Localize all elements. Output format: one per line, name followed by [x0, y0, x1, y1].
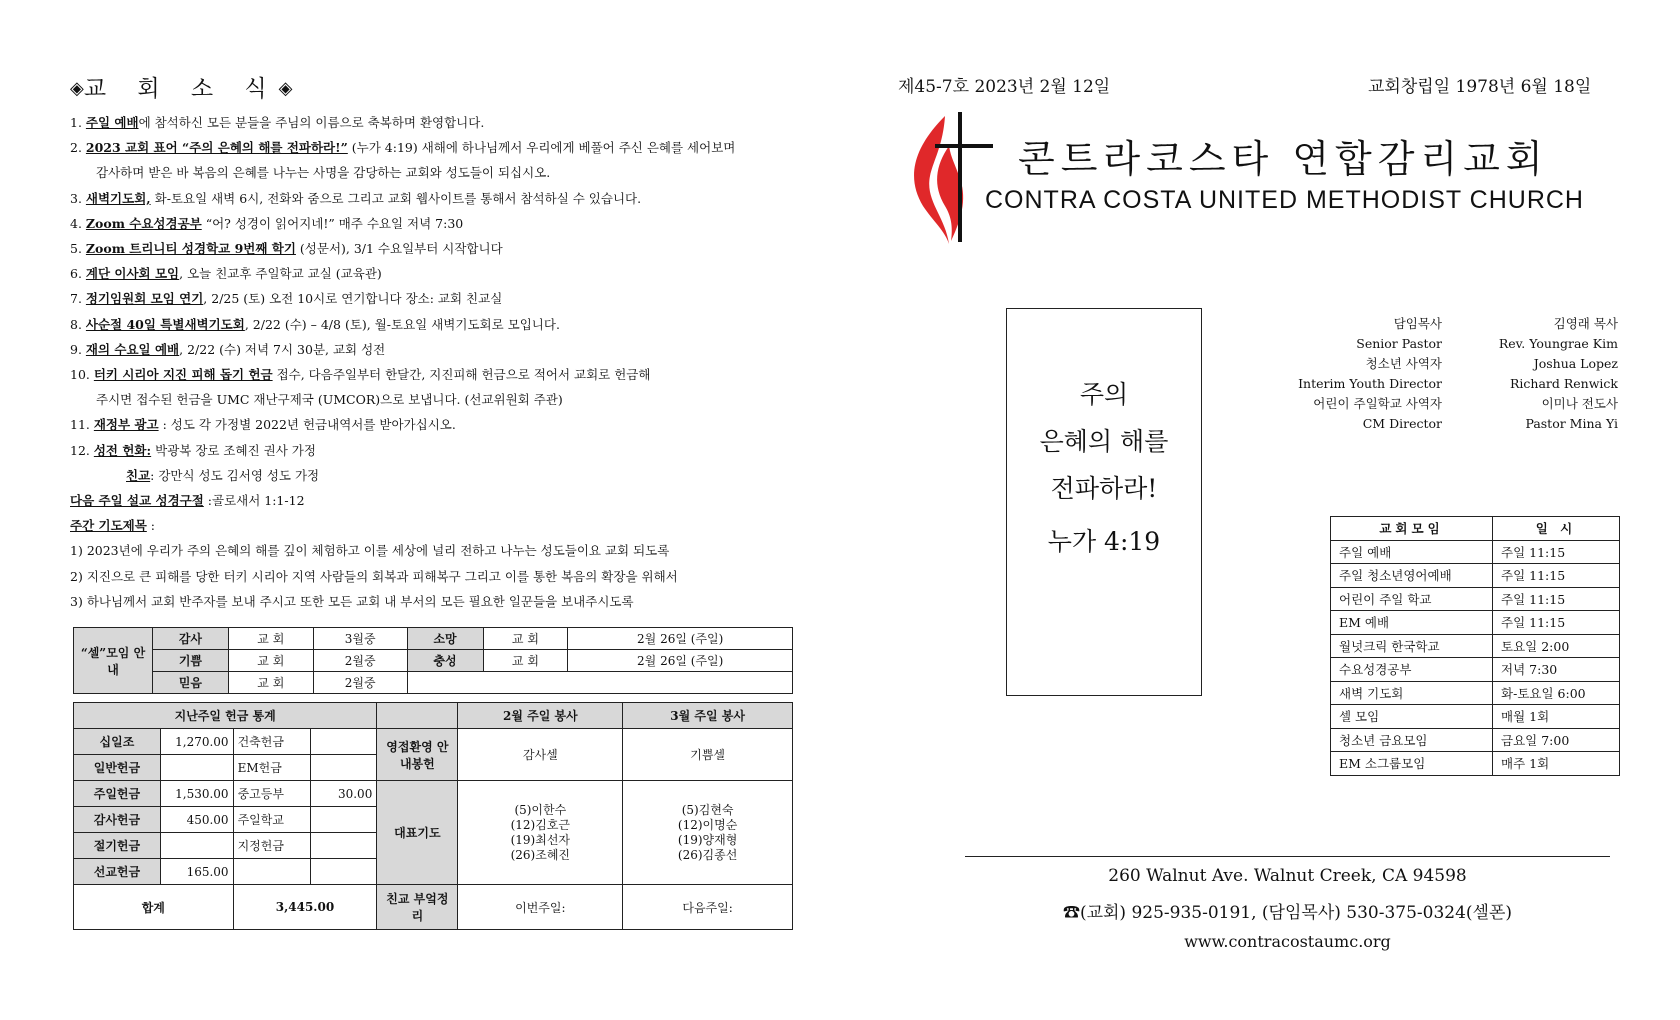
news-item — [70, 488, 810, 513]
staff-name: Pastor Mina Yi — [1525, 416, 1618, 431]
prayer-name: (12)이명순 — [677, 817, 738, 832]
news-list — [70, 110, 810, 614]
offering-amount2 — [311, 859, 377, 885]
schedule-time: 주일 11:15 — [1493, 540, 1620, 564]
schedule-row — [1331, 752, 1620, 776]
theme-box — [1006, 308, 1202, 696]
fellowship-mar: 다음주일: — [623, 885, 793, 930]
news-item-number: 1. — [70, 115, 86, 130]
offering-amount2 — [311, 807, 377, 833]
offering-label: 일반헌금 — [74, 755, 161, 781]
schedule-meeting: 주일 청소년영어예배 — [1331, 564, 1493, 588]
news-item — [70, 211, 810, 236]
news-item-text: , 2/22 (수) – 4/8 (토), 월-토요일 새벽기도회로 모입니다. — [244, 316, 560, 332]
news-item-text: 2023년에 우리가 주의 은혜의 해를 깊이 체험하고 이를 세상에 널리 전하고 나누는 성도들이요 교회 되도록 — [86, 543, 670, 559]
cell-name: 충성 — [407, 650, 483, 672]
prayer-label: 대표기도 — [377, 781, 458, 885]
schedule-meeting: EM 소그룹모임 — [1331, 752, 1493, 776]
news-item-heading: Zoom 수요성경공부 — [85, 215, 202, 231]
offering-amount: 450.00 — [160, 807, 233, 833]
prayer-name: (19)양재형 — [677, 832, 738, 847]
prayer-name: (26)김종선 — [677, 847, 738, 862]
theme-line: 주의 — [1079, 380, 1129, 409]
news-item-heading: 계단 이사회 모임 — [85, 266, 180, 282]
schedule-row — [1331, 564, 1620, 588]
schedule-row — [1331, 705, 1620, 729]
news-item — [70, 261, 810, 286]
offering-label: 선교헌금 — [74, 859, 161, 885]
offering-amount: 1,270.00 — [160, 729, 233, 755]
prayer-feb — [458, 781, 623, 885]
news-item-number: 2) — [70, 568, 87, 584]
news-item-heading: 주일 예배 — [85, 115, 139, 130]
news-item-number: 6. — [70, 266, 86, 282]
news-item-heading: 다음 주일 설교 성경구절 — [70, 493, 204, 509]
diamond-icon: ◈ — [70, 78, 84, 99]
staff-title: Interim Youth Director — [1298, 376, 1442, 391]
news-item-number: 3. — [70, 190, 86, 206]
news-item-heading: 친교 — [126, 467, 151, 483]
prayer-name: (12)김호근 — [510, 817, 571, 832]
offering-amount2: 30.00 — [311, 781, 377, 807]
prayer-name: (5)이한수 — [514, 802, 567, 817]
news-item-text: 지진으로 큰 피해를 당한 터키 시리아 지역 사람들의 회복과 피해복구 그리고 이를 통한 복음의 확장을 위해서 — [86, 568, 678, 584]
schedule-meeting: 셀 모임 — [1331, 705, 1493, 729]
schedule-row — [1331, 681, 1620, 705]
news-item-number: 7. — [70, 291, 86, 307]
news-item-number: 9. — [70, 341, 86, 357]
news-item-text: “어? 성경이 읽어지네!” 매주 수요일 저녁 7:30 — [201, 215, 464, 231]
news-title — [70, 70, 293, 103]
prayer-mar — [623, 781, 793, 885]
news-item — [70, 387, 810, 412]
cell-place: 교 회 — [228, 650, 313, 672]
founded-date: 교회창립일 1978년 6월 18일 — [1368, 77, 1592, 97]
schedule-row — [1331, 658, 1620, 682]
news-item-number: 5. — [70, 241, 86, 257]
schedule-meeting: 어린이 주일 학교 — [1331, 587, 1493, 611]
schedule-time: 저녁 7:30 — [1493, 658, 1620, 682]
news-item — [70, 286, 810, 311]
blank-header — [377, 703, 458, 729]
fellowship-label: 친교 부엌정리 — [377, 885, 458, 930]
schedule-meeting: 월넛크릭 한국학교 — [1331, 634, 1493, 658]
schedule-col-header: 교회모임 — [1331, 517, 1493, 541]
news-item-text: 하나님께서 교회 반주자를 보내 주시고 또한 모든 교회 내 부서의 모든 필요한 일꾼들을 보내주시도록 — [86, 593, 634, 609]
total-amount: 3,445.00 — [233, 885, 377, 930]
staff-name: Rev. Youngrae Kim — [1498, 336, 1618, 351]
schedule-time: 매월 1회 — [1493, 705, 1620, 729]
news-item-number: 10. — [70, 367, 94, 383]
fellowship-feb: 이번주일: — [458, 885, 623, 930]
news-item — [70, 564, 810, 589]
staff-name: Richard Renwick — [1510, 376, 1618, 391]
schedule-row — [1331, 634, 1620, 658]
cell-place: 교 회 — [483, 628, 568, 650]
news-item-text: : 강만식 성도 김서영 성도 가정 — [150, 467, 320, 483]
cell-place: 교 회 — [483, 650, 568, 672]
offering-label2 — [233, 859, 311, 885]
news-item-text: 감사하며 받은 바 복음의 은혜를 나누는 사명을 감당하는 교회와 성도들이 되십시오. — [96, 165, 551, 181]
news-item-text: 화-토요일 새벽 6시, 전화와 줌으로 그리고 교회 웹사이트를 통해서 참석하실 수 있습니다. — [150, 190, 642, 206]
cell-when: 2월 26일 (주일) — [568, 650, 793, 672]
news-item — [70, 412, 810, 437]
cell-group-header: “셀”모임 안내 — [74, 628, 153, 694]
divider — [965, 856, 1610, 857]
schedule-time: 주일 11:15 — [1493, 587, 1620, 611]
schedule-meeting: 청소년 금요모임 — [1331, 728, 1493, 752]
news-item-number: 3) — [70, 593, 87, 609]
schedule-time: 주일 11:15 — [1493, 564, 1620, 588]
staff-names — [1488, 314, 1618, 434]
offering-label: 감사헌금 — [74, 807, 161, 833]
news-item-heading: 사순절 40일 특별새벽기도회 — [85, 316, 245, 332]
news-item-text: , 오늘 친교후 주일학교 교실 (교육관) — [179, 266, 382, 282]
cell-when: 3월중 — [313, 628, 407, 650]
news-item-number: 2. — [70, 140, 86, 156]
schedule-table — [1330, 516, 1620, 776]
news-item-number: 1) — [70, 543, 87, 559]
schedule-col-header: 일 시 — [1493, 517, 1620, 541]
feb-service-header: 2월 주일 봉사 — [458, 703, 623, 729]
news-item-heading: 주간 기도제목 — [70, 518, 147, 534]
news-item-text: :골로새서 1:1-12 — [203, 493, 305, 509]
schedule-row — [1331, 611, 1620, 635]
cell-place: 교 회 — [228, 672, 313, 694]
news-item-text: 접수, 다음주일부터 한달간, 지진피해 헌금으로 적어서 교회로 헌금해 — [272, 367, 651, 383]
news-item-text: , 2/25 (토) 오전 10시로 연기합니다 장소: 교회 친교실 — [203, 291, 503, 307]
address-phone: ☎(교회) 925-935-0191, (담임목사) 530-375-0324(셀폰) — [1062, 903, 1513, 923]
news-item-heading: 2023 교회 표어 “주의 은혜의 해를 전파하라!” — [85, 140, 348, 156]
cross-and-flame-logo — [905, 106, 995, 246]
schedule-meeting: 주일 예배 — [1331, 540, 1493, 564]
news-item — [70, 312, 810, 337]
news-item-text: (성문서), 3/1 수요일부터 시작합니다 — [295, 241, 503, 257]
news-item-text: , 2/22 (수) 저녁 7시 30분, 교회 성전 — [179, 341, 386, 357]
staff-name: Joshua Lopez — [1533, 356, 1618, 371]
news-item-heading: 성전 헌화: — [93, 442, 152, 458]
cell-name: 기쁨 — [153, 650, 229, 672]
news-item-heading: 재정부 광고 — [93, 417, 159, 433]
news-item — [70, 538, 810, 563]
cell-name: 소망 — [407, 628, 483, 650]
news-item-number: 12. — [70, 442, 94, 458]
offering-label2: 중고등부 — [233, 781, 311, 807]
staff-name: 김영래 목사 — [1553, 316, 1618, 331]
cell-when: 2월중 — [313, 672, 407, 694]
news-item-text: 주시면 접수된 헌금을 UMC 재난구제국 (UMCOR)으로 보냅니다. (선교위원회 주관) — [96, 392, 563, 408]
address-website[interactable]: www.contracostaumc.org — [1184, 932, 1391, 951]
schedule-meeting: 수요성경공부 — [1331, 658, 1493, 682]
news-title-text: 교 회 소 식 — [83, 76, 279, 102]
cross-horizontal — [935, 144, 993, 148]
schedule-meeting: EM 예배 — [1331, 611, 1493, 635]
news-item — [70, 362, 810, 387]
offering-label: 절기헌금 — [74, 833, 161, 859]
offering-amount: 165.00 — [160, 859, 233, 885]
schedule-meeting: 새벽 기도회 — [1331, 681, 1493, 705]
schedule-row — [1331, 728, 1620, 752]
news-item-text: : 성도 각 가정별 2022년 헌금내역서를 받아가십시오. — [158, 417, 456, 433]
offering-label2: 지정헌금 — [233, 833, 311, 859]
news-item — [70, 513, 810, 538]
news-item-heading: 새벽기도회, — [85, 190, 151, 206]
church-name-english: CONTRA COSTA UNITED METHODIST CHURCH — [985, 186, 1584, 214]
staff-title: 청소년 사역자 — [1365, 356, 1442, 371]
church-name-korean: 콘트라코스타 연합감리교회 — [1018, 137, 1549, 181]
schedule-row — [1331, 540, 1620, 564]
schedule-time: 토요일 2:00 — [1493, 634, 1620, 658]
news-item — [70, 337, 810, 362]
staff-name: 이미나 전도사 — [1541, 396, 1618, 411]
news-item — [70, 135, 810, 160]
news-item-number: 4. — [70, 215, 86, 231]
staff-titles — [1270, 314, 1442, 434]
offering-amount2 — [311, 833, 377, 859]
issue-number: 제45-7호 2023년 2월 12일 — [898, 77, 1111, 97]
diamond-icon: ◈ — [278, 78, 293, 99]
offering-label2: EM헌금 — [233, 755, 311, 781]
cell-when: 2월 26일 (주일) — [568, 628, 793, 650]
prayer-name: (5)김현숙 — [681, 802, 734, 817]
cell-name: 믿음 — [153, 672, 229, 694]
staff-title: 어린이 주일학교 사역자 — [1313, 396, 1442, 411]
address-street: 260 Walnut Ave. Walnut Creek, CA 94598 — [1108, 866, 1467, 886]
news-item-text: 에 참석하신 모든 분들을 주님의 이름으로 축복하며 환영합니다. — [138, 115, 485, 130]
mar-service-header: 3월 주일 봉사 — [623, 703, 793, 729]
staff-title: CM Director — [1362, 416, 1442, 431]
offering-amount — [160, 833, 233, 859]
prayer-name: (26)조혜진 — [510, 847, 571, 862]
news-item-number: 8. — [70, 316, 86, 332]
offering-amount: 1,530.00 — [160, 781, 233, 807]
greeting-label: 영접환영 안내봉헌 — [377, 729, 458, 781]
news-item — [70, 589, 810, 614]
cell-group-table — [73, 627, 793, 694]
offering-amount2 — [311, 729, 377, 755]
news-item — [70, 186, 810, 211]
total-label: 합계 — [74, 885, 234, 930]
theme-line: 전파하라! — [1050, 474, 1158, 503]
news-item-text: (누가 4:19) 새해에 하나님께서 우리에게 베풀어 주신 은혜를 세어보며 — [347, 140, 736, 156]
greeting-feb: 감사셀 — [458, 729, 623, 781]
news-item — [70, 236, 810, 261]
cell-empty — [407, 672, 792, 694]
offering-label: 주일헌금 — [74, 781, 161, 807]
staff-title: Senior Pastor — [1356, 336, 1442, 351]
news-item-heading: 정기임원회 모임 연기 — [85, 291, 204, 307]
news-item — [70, 160, 810, 185]
cross-vertical — [958, 112, 962, 242]
schedule-row — [1331, 587, 1620, 611]
offering-title: 지난주일 헌금 통계 — [74, 703, 377, 729]
cell-name: 감사 — [153, 628, 229, 650]
prayer-name: (19)최선자 — [510, 832, 571, 847]
staff-title: 담임목사 — [1393, 316, 1442, 331]
offering-table — [73, 702, 793, 930]
theme-verse: 누가 4:19 — [1047, 527, 1161, 556]
cell-when: 2월중 — [313, 650, 407, 672]
news-item — [70, 438, 810, 463]
news-item — [70, 463, 810, 488]
offering-label2: 건축헌금 — [233, 729, 311, 755]
offering-amount2 — [311, 755, 377, 781]
schedule-time: 주일 11:15 — [1493, 611, 1620, 635]
greeting-mar: 기쁨셀 — [623, 729, 793, 781]
news-item-heading: 재의 수요일 예배 — [85, 341, 180, 357]
theme-line: 은혜의 해를 — [1039, 427, 1169, 456]
news-item-heading: Zoom 트리니티 성경학교 9번째 학기 — [85, 241, 296, 257]
offering-amount — [160, 755, 233, 781]
schedule-time: 매주 1회 — [1493, 752, 1620, 776]
news-item-text: 박광복 장로 조혜진 권사 가정 — [151, 442, 316, 458]
news-item-heading: 터키 시리아 지진 피해 돕기 헌금 — [93, 367, 273, 383]
schedule-time: 화-토요일 6:00 — [1493, 681, 1620, 705]
news-item — [70, 110, 810, 135]
offering-label: 십일조 — [74, 729, 161, 755]
cell-place: 교 회 — [228, 628, 313, 650]
schedule-time: 금요일 7:00 — [1493, 728, 1620, 752]
news-item-number: 11. — [70, 417, 94, 433]
news-item-text: : — [146, 518, 155, 534]
offering-label2: 주일학교 — [233, 807, 311, 833]
